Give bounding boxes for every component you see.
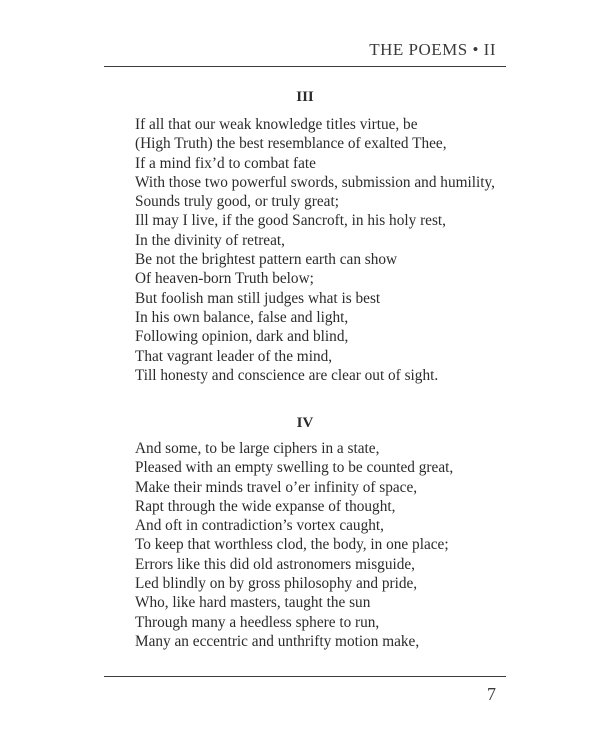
page-number: 7 bbox=[487, 684, 496, 704]
poem-line: Errors like this did old astronomers misguide, bbox=[135, 555, 415, 573]
poem-line: And some, to be large ciphers in a state, bbox=[135, 440, 380, 457]
poem-line: In the divinity of retreat, bbox=[135, 231, 285, 249]
poem-line: If all that our weak knowledge titles virtue, be bbox=[135, 116, 418, 133]
poem-line: Led blindly on by gross philosophy and pride, bbox=[135, 575, 418, 593]
poem-line: With those two powerful swords, submission and humility, bbox=[135, 173, 495, 191]
poem-line: (High Truth) the best resemblance of exalted Thee, bbox=[135, 135, 447, 153]
stanza-numeral-iv: IV bbox=[296, 415, 314, 431]
poem-line: In his own balance, false and light, bbox=[135, 308, 349, 326]
poem-line: But foolish man still judges what is best bbox=[135, 289, 381, 307]
stanza-iii bbox=[135, 115, 515, 385]
poem-line: Till honesty and conscience are clear out of sight. bbox=[135, 366, 439, 384]
stanza-iv bbox=[135, 439, 515, 651]
poem-line: Be not the brightest pattern earth can show bbox=[135, 251, 398, 269]
running-header: THE POEMS • II bbox=[369, 40, 496, 59]
poem-line: Rapt through the wide expanse of thought, bbox=[135, 497, 396, 515]
poem-line: Many an eccentric and unthrifty motion make, bbox=[135, 632, 420, 650]
footer-rule bbox=[104, 676, 506, 677]
poem-line: Ill may I live, if the good Sancroft, in his holy rest, bbox=[135, 212, 446, 230]
poem-line: Through many a heedless sphere to run, bbox=[135, 613, 380, 631]
poem-line: Make their minds travel o’er infinity of space, bbox=[135, 478, 418, 496]
stanza-numeral-iii: III bbox=[296, 89, 314, 105]
header-rule bbox=[104, 66, 506, 67]
poem-line: If a mind fix’d to combat fate bbox=[135, 154, 316, 172]
poem-line: To keep that worthless clod, the body, in one place; bbox=[135, 536, 449, 554]
poem-line: That vagrant leader of the mind, bbox=[135, 347, 333, 365]
poem-line: Following opinion, dark and blind, bbox=[135, 328, 349, 346]
poem-line: Who, like hard masters, taught the sun bbox=[135, 594, 371, 612]
poem-line: Sounds truly good, or truly great; bbox=[135, 193, 339, 211]
poem-line: And oft in contradiction’s vortex caught, bbox=[135, 517, 384, 535]
poem-line: Of heaven-born Truth below; bbox=[135, 270, 314, 288]
poem-line: Pleased with an empty swelling to be counted great, bbox=[135, 459, 454, 477]
